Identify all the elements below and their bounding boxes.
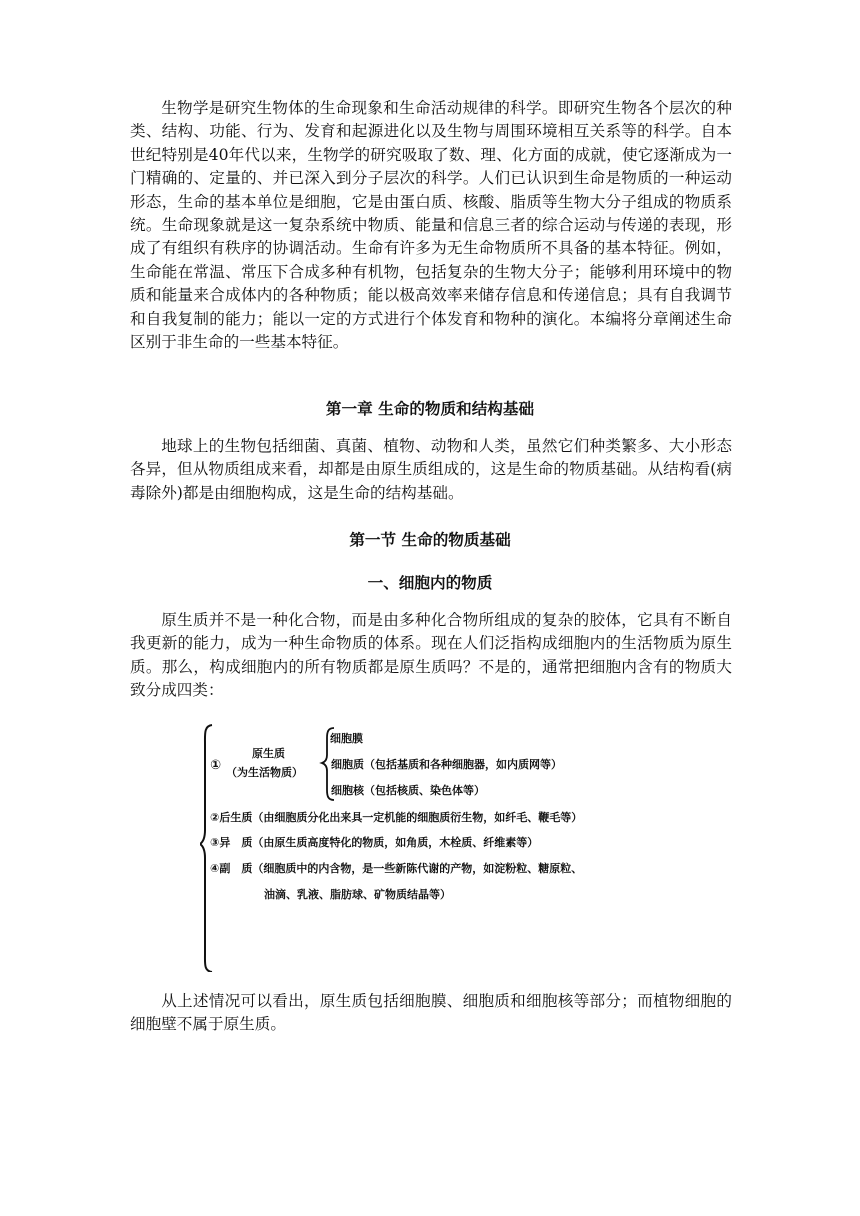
conclusion-paragraph: 从上述情况可以看出，原生质包括细胞膜、细胞质和细胞核等部分；而植物细胞的细胞壁不属于原生质。 — [130, 992, 732, 1034]
chapter-title: 第一章 生命的物质和结构基础 — [325, 399, 535, 418]
item1-sublabel: （为生活物质） — [226, 766, 303, 779]
item4-paraplasm-line1: ④副 质（细胞质中的内含物，是一些新陈代谢的产物，如淀粉粒、糖原粒、 — [210, 862, 583, 875]
subsection-title: 一、细胞内的物质 — [367, 573, 493, 592]
item1-number: ① — [210, 758, 222, 773]
item1-part-nucleus: 细胞核（包括核质、染色体等） — [331, 784, 485, 797]
item1-part-cytoplasm: 细胞质（包括基质和各种细胞器，如内质网等） — [331, 758, 562, 771]
item4-paraplasm-line2: 油滴、乳液、脂肪球、矿物质结晶等） — [264, 888, 451, 901]
protoplasm-paragraph: 原生质并不是一种化合物，而是由多种化合物所组成的复杂的胶体，它具有不断自我更新的能力，成为一种生命物质的体系。现在人们泛指构成细胞内的生活物质为原生质。那么，构成细胞内的所有物质都是原生质吗？不是的，通常把细胞内含有的物质大致分成四类： — [130, 611, 732, 700]
chapter-paragraph: 地球上的生物包括细菌、真菌、植物、动物和人类，虽然它们种类繁多、大小形态各异，但从物质组成来看，却都是由原生质组成的，这是生命的物质基础。从结构看(病毒除外)都是由细胞构成，这是生命的结构基础。 — [130, 437, 732, 502]
item1-part-membrane: 细胞膜 — [330, 732, 363, 745]
item3-alloplasm: ③异 质（由原生质高度特化的物质，如角质，木栓质、纤维素等） — [210, 836, 539, 849]
item1-label: 原生质 — [252, 747, 285, 760]
cell-substance-classification-diagram — [200, 722, 680, 972]
intro-paragraph: 生物学是研究生物体的生命现象和生命活动规律的科学。即研究生物各个层次的种类、结构、功能、行为、发育和起源进化以及生物与周围环境相互关系等的科学。自本世纪特别是40年代以来，生物学的研究吸取了数、理、化方面的成就，使它逐渐成为一门精确的、定量的、并已深入到分子层次的科学。人们已认识到生命是物质的一种运动形态，生命的基本单位是细胞，它是由蛋白质、核酸、脂质等生物大分子组成的物质系统。生命现象就是这一复杂系统中物质、能量和信息三者的综合运动与传递的表现，形成了有组织有秩序的协调活动。生命有许多为无生命物质所不具备的基本特征。例如，生命能在常温、常压下合成多种有机物，包括复杂的生物大分子；能够利用环境中的物质和能量来合成体内的各种物质；能以极高效率来储存信息和传递信息；具有自我调节和自我复制的能力；能以一定的方式进行个体发育和物种的演化。本编将分章阐述生命区别于非生命的一些基本特征。 — [130, 99, 732, 352]
item2-metaplasm: ②后生质（由细胞质分化出来具一定机能的细胞质衍生物，如纤毛、鞭毛等） — [210, 811, 583, 824]
section-title: 第一节 生命的物质基础 — [349, 530, 511, 549]
